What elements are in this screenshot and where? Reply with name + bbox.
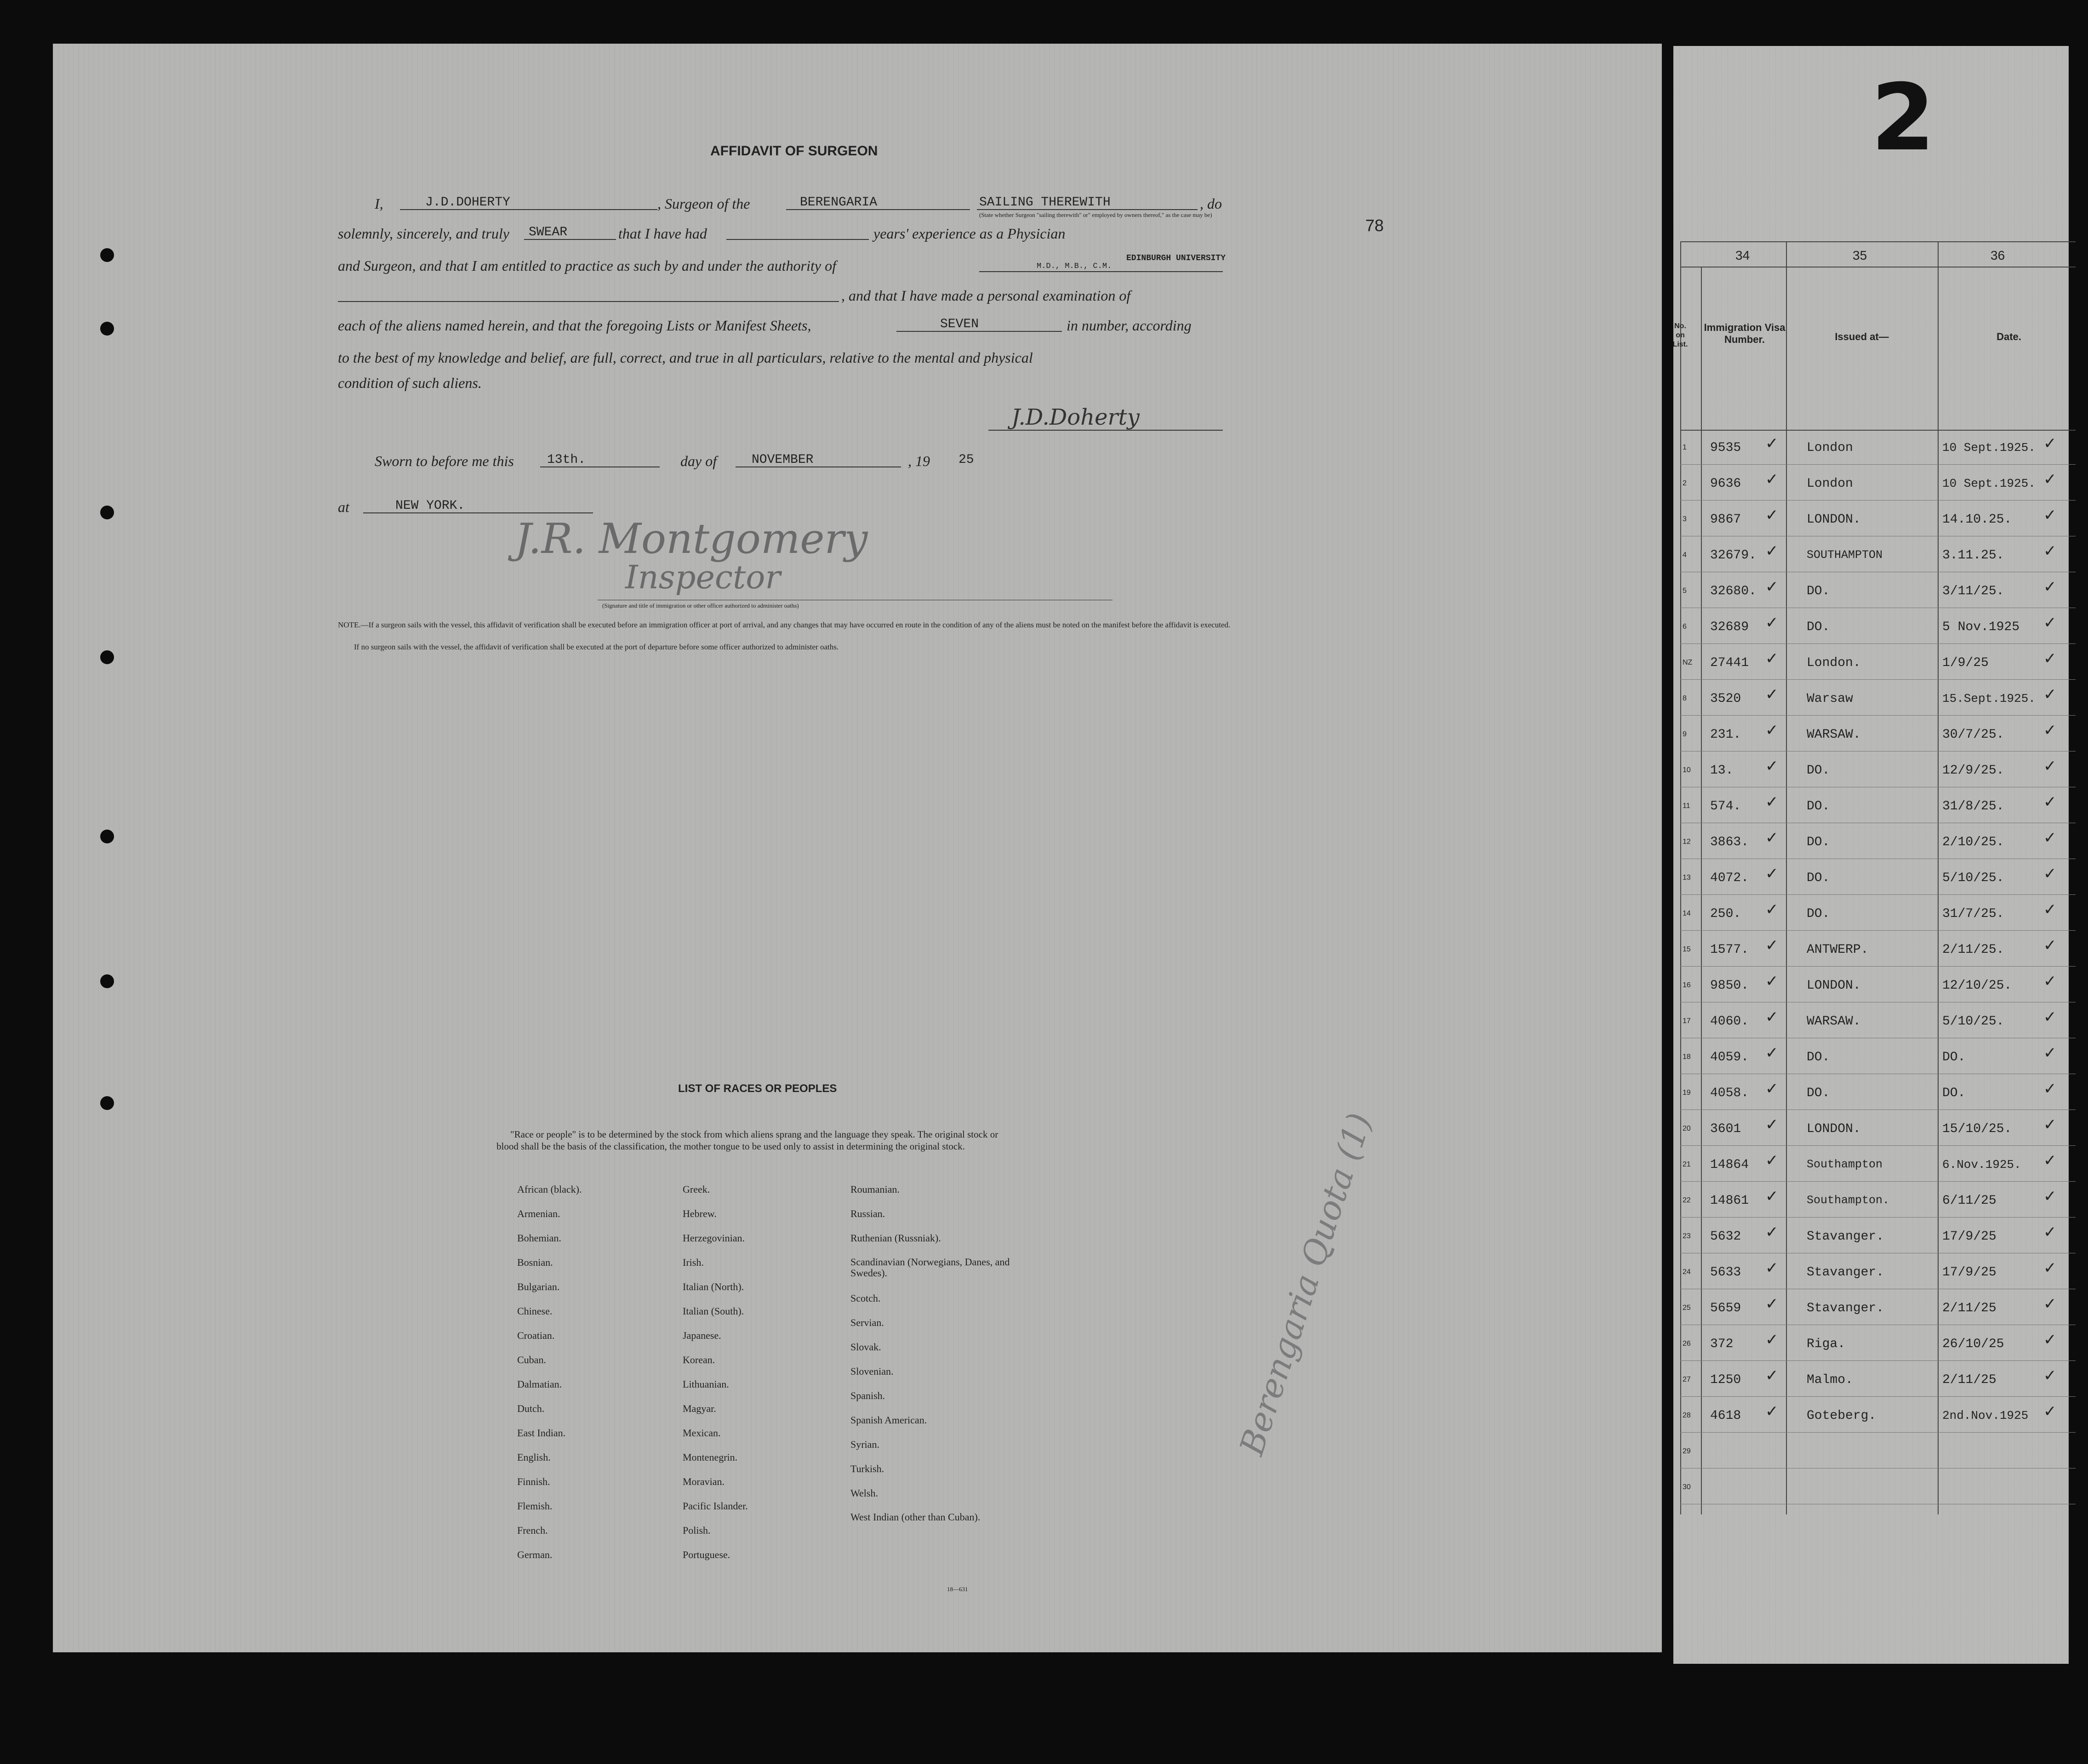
check-mark: ✓	[1765, 972, 1779, 990]
row-number: 19	[1683, 1089, 1691, 1097]
check-mark: ✓	[2043, 900, 2057, 919]
race-entry: Mexican.	[683, 1427, 721, 1439]
issued-at-cell: Riga.	[1807, 1337, 1846, 1351]
check-mark: ✓	[2043, 721, 2057, 740]
table-row-rule	[1680, 715, 2076, 716]
issued-at-cell: SOUTHAMPTON	[1807, 548, 1883, 562]
affidavit-title: AFFIDAVIT OF SURGEON	[710, 143, 878, 159]
affidavit-text: , and that I have made a personal examination of	[841, 287, 1131, 304]
row-number: 20	[1683, 1125, 1691, 1132]
check-mark: ✓	[2043, 1331, 2057, 1349]
date-cell: 31/7/25.	[1942, 907, 2004, 921]
date-cell: 31/8/25.	[1942, 799, 2004, 814]
check-mark: ✓	[2043, 1151, 2057, 1170]
race-entry: German.	[517, 1549, 553, 1560]
visa-number-cell: 5632	[1710, 1229, 1741, 1244]
university: EDINBURGH UNIVERSITY	[1126, 254, 1226, 263]
date-cell: 17/9/25	[1942, 1229, 1997, 1244]
check-mark: ✓	[2043, 1115, 2057, 1134]
issued-at-cell: DO.	[1807, 871, 1830, 885]
table-row-rule	[1680, 1396, 2076, 1397]
table-row-rule	[1680, 679, 2076, 680]
date-cell: DO.	[1942, 1086, 1966, 1100]
header-date: Date.	[1997, 331, 2021, 342]
visa-number-cell: 27441	[1710, 656, 1749, 670]
visa-number-cell: 250.	[1710, 907, 1741, 921]
race-entry: African (black).	[517, 1184, 582, 1195]
race-entry: Irish.	[683, 1257, 704, 1268]
date-cell: 5/10/25.	[1942, 1014, 2004, 1029]
issued-at-cell: DO.	[1807, 620, 1830, 634]
issued-at-cell: LONDON.	[1807, 979, 1861, 993]
date-cell: 3/11/25.	[1942, 584, 2004, 598]
header-no-on-list: No. on List.	[1672, 322, 1688, 348]
check-mark: ✓	[2043, 434, 2057, 453]
row-number: 29	[1683, 1447, 1691, 1455]
visa-number-cell: 5633	[1710, 1265, 1741, 1280]
note-surgeon: NOTE.—If a surgeon sails with the vessel, this affidavit of verification shall be executed before an immigration officer at port of arrival, and any changes that may have occurred en route in the condition of any of the aliens must be noted on the manifest before the affidavit is executed.	[338, 620, 1231, 629]
issued-at-cell: Malmo.	[1807, 1373, 1853, 1387]
check-mark: ✓	[1765, 721, 1779, 740]
race-entry: Pacific Islander.	[683, 1500, 748, 1512]
affidavit-text: , Surgeon of the	[657, 195, 750, 212]
affidavit-text: solemnly, sincerely, and truly	[338, 225, 509, 242]
check-mark: ✓	[2043, 542, 2057, 560]
date-cell: 2/10/25.	[1942, 835, 2004, 849]
issued-at-cell: LONDON.	[1807, 1122, 1861, 1136]
check-mark: ✓	[1765, 829, 1779, 847]
check-mark: ✓	[1765, 578, 1779, 596]
table-row-rule	[1680, 1432, 2076, 1433]
date-cell: 12/10/25.	[1942, 979, 2012, 993]
date-cell: 26/10/25	[1942, 1337, 2004, 1351]
binder-hole	[100, 322, 114, 336]
row-number: 6	[1683, 623, 1687, 631]
row-number: 24	[1683, 1268, 1691, 1276]
pencil-note: Berengaria Quota (1)	[1232, 1108, 1379, 1460]
issued-at-cell: LONDON.	[1807, 512, 1861, 527]
date-cell: 12/9/25.	[1942, 763, 2004, 778]
visa-number-cell: 32680.	[1710, 584, 1757, 598]
table-row-rule	[1680, 894, 2076, 895]
table-row-rule	[1680, 464, 2076, 465]
check-mark: ✓	[2043, 1080, 2057, 1098]
visa-number-cell: 574.	[1710, 799, 1741, 814]
check-mark: ✓	[2043, 972, 2057, 990]
row-number: 30	[1683, 1483, 1691, 1491]
race-entry: Turkish.	[850, 1463, 884, 1474]
row-number: 5	[1683, 587, 1687, 595]
race-entry: Russian.	[850, 1208, 885, 1219]
table-row-rule	[1680, 643, 2076, 644]
race-entry: West Indian (other than Cuban).	[850, 1511, 981, 1523]
visa-number-cell: 14864	[1710, 1158, 1749, 1172]
check-mark: ✓	[1765, 1044, 1779, 1062]
visa-number-cell: 3520	[1710, 692, 1741, 706]
issued-at-cell: Stavanger.	[1807, 1301, 1884, 1315]
race-entry: Bosnian.	[517, 1257, 553, 1268]
check-mark: ✓	[1765, 1331, 1779, 1349]
oath-type: SWEAR	[529, 225, 568, 239]
race-entry: Portuguese.	[683, 1549, 730, 1560]
race-entry: Ruthenian (Russniak).	[850, 1232, 941, 1244]
issued-at-cell: Warsaw	[1807, 692, 1853, 706]
date-cell: 6/11/25	[1942, 1194, 1997, 1208]
sailing-status: SAILING THEREWITH	[979, 195, 1111, 210]
date-cell: 10 Sept.1925.	[1942, 441, 2036, 455]
race-entry: Finnish.	[517, 1476, 550, 1487]
row-number: 21	[1683, 1161, 1691, 1168]
check-mark: ✓	[1765, 614, 1779, 632]
row-number: 27	[1683, 1376, 1691, 1383]
check-mark: ✓	[1765, 1115, 1779, 1134]
check-mark: ✓	[1765, 434, 1779, 453]
sworn-month: NOVEMBER	[752, 453, 814, 467]
race-entry: Greek.	[683, 1184, 710, 1195]
visa-number-cell: 9867	[1710, 512, 1741, 527]
race-entry: Scandinavian (Norwegians, Danes, and Swedes).	[850, 1256, 1010, 1279]
race-entry: Italian (South).	[683, 1305, 744, 1317]
visa-number-cell: 5659	[1710, 1301, 1741, 1315]
race-entry: Italian (North).	[683, 1281, 744, 1292]
check-mark: ✓	[1765, 506, 1779, 524]
race-entry: French.	[517, 1525, 548, 1536]
date-cell: 5/10/25.	[1942, 871, 2004, 885]
race-entry: Bohemian.	[517, 1232, 561, 1244]
race-entry: Bulgarian.	[517, 1281, 560, 1292]
affidavit-text: and Surgeon, and that I am entitled to practice as such by and under the authority of	[338, 257, 836, 274]
issued-at-cell: DO.	[1807, 584, 1830, 598]
check-mark: ✓	[1765, 865, 1779, 883]
races-title: LIST OF RACES OR PEOPLES	[678, 1082, 837, 1095]
affidavit-text: , 19	[908, 453, 930, 469]
check-mark: ✓	[1765, 1402, 1779, 1421]
col-number-35: 35	[1853, 248, 1867, 262]
binder-hole	[100, 1096, 114, 1110]
race-entry: Montenegrin.	[683, 1451, 738, 1463]
table-row-rule	[1680, 1181, 2076, 1182]
page-number: 2	[1871, 64, 1935, 171]
date-cell: 2/11/25.	[1942, 943, 2004, 957]
check-mark: ✓	[2043, 1187, 2057, 1206]
check-mark: ✓	[1765, 1151, 1779, 1170]
table-row-rule	[1680, 1217, 2076, 1218]
issued-at-cell: London	[1807, 441, 1853, 455]
check-mark: ✓	[2043, 1402, 2057, 1421]
row-number: 28	[1683, 1411, 1691, 1419]
sailing-note: (State whether Surgeon "sailing therewith" or" employed by owners thereof," as the case may be)	[979, 211, 1212, 218]
officer-signature: J.R. Montgomery	[515, 515, 868, 563]
race-entry: Herzegovinian.	[683, 1232, 745, 1244]
check-mark: ✓	[1765, 1080, 1779, 1098]
check-mark: ✓	[2043, 1044, 2057, 1062]
check-mark: ✓	[2043, 506, 2057, 524]
table-row-rule	[1680, 1360, 2076, 1361]
issued-at-cell: London.	[1807, 656, 1861, 670]
race-entry: Flemish.	[517, 1500, 553, 1512]
date-cell: 1/9/25	[1942, 656, 1989, 670]
binder-hole	[100, 974, 114, 988]
race-entry: Polish.	[683, 1525, 711, 1536]
row-number: 2	[1683, 479, 1687, 487]
visa-number-cell: 9636	[1710, 477, 1741, 491]
row-number: 3	[1683, 515, 1687, 523]
race-entry: Welsh.	[850, 1487, 878, 1499]
row-number: 23	[1683, 1232, 1691, 1240]
row-number: 17	[1683, 1017, 1691, 1025]
race-entry: East Indian.	[517, 1427, 566, 1439]
affidavit-text: years' experience as a Physician	[873, 225, 1066, 242]
check-mark: ✓	[2043, 685, 2057, 704]
issued-at-cell: DO.	[1807, 1086, 1830, 1100]
affidavit-text: day of	[680, 453, 717, 469]
sworn-day: 13th.	[547, 453, 586, 467]
date-cell: 6.Nov.1925.	[1942, 1158, 2021, 1172]
check-mark: ✓	[1765, 793, 1779, 811]
binder-hole	[100, 506, 114, 519]
check-mark: ✓	[1765, 1008, 1779, 1026]
race-entry: Slovak.	[850, 1341, 881, 1353]
affidavit-text: I,	[375, 195, 383, 212]
date-cell: DO.	[1942, 1050, 1966, 1064]
check-mark: ✓	[1765, 757, 1779, 775]
table-row-rule	[1680, 500, 2076, 501]
check-mark: ✓	[1765, 1366, 1779, 1385]
note-no-surgeon: If no surgeon sails with the vessel, the affidavit of verification shall be executed at the port of departure before some officer authorized to administer oaths.	[354, 643, 839, 651]
check-mark: ✓	[1765, 1223, 1779, 1241]
row-number: 13	[1683, 874, 1691, 882]
check-mark: ✓	[1765, 1187, 1779, 1206]
date-cell: 2/11/25	[1942, 1373, 1997, 1387]
binder-hole	[100, 248, 114, 262]
check-mark: ✓	[2043, 936, 2057, 955]
check-mark: ✓	[2043, 578, 2057, 596]
issued-at-cell: DO.	[1807, 799, 1830, 814]
check-mark: ✓	[2043, 793, 2057, 811]
visa-number-cell: 4060.	[1710, 1014, 1749, 1029]
issued-at-cell: WARSAW.	[1807, 728, 1861, 742]
visa-number-cell: 9535	[1710, 441, 1741, 455]
row-number: 16	[1683, 981, 1691, 989]
check-mark: ✓	[2043, 470, 2057, 489]
race-entry: Croatian.	[517, 1330, 555, 1341]
race-entry: Roumanian.	[850, 1184, 900, 1195]
race-entry: Spanish.	[850, 1390, 885, 1401]
check-mark: ✓	[2043, 1295, 2057, 1313]
issued-at-cell: Stavanger.	[1807, 1229, 1884, 1244]
race-entry: Syrian.	[850, 1439, 879, 1450]
check-mark: ✓	[2043, 1223, 2057, 1241]
issued-at-cell: WARSAW.	[1807, 1014, 1861, 1029]
issued-at-cell: DO.	[1807, 835, 1830, 849]
race-entry: Dalmatian.	[517, 1378, 562, 1390]
affidavit-text: condition of such aliens.	[338, 375, 482, 391]
race-entry: Japanese.	[683, 1330, 721, 1341]
issued-at-cell: Southampton.	[1807, 1194, 1890, 1207]
header-visa-number: Immigration Visa Number.	[1704, 322, 1786, 345]
vessel-name: BERENGARIA	[800, 195, 878, 210]
affidavit-text: in number, according	[1067, 317, 1192, 334]
race-entry: Servian.	[850, 1317, 884, 1328]
visa-number-cell: 4059.	[1710, 1050, 1749, 1064]
visa-number-cell: 3601	[1710, 1122, 1741, 1136]
visa-number-cell: 1577.	[1710, 943, 1749, 957]
row-number: 15	[1683, 945, 1691, 953]
check-mark: ✓	[2043, 865, 2057, 883]
visa-number-cell: 4072.	[1710, 871, 1749, 885]
visa-number-cell: 14861	[1710, 1194, 1749, 1208]
race-entry: Armenian.	[517, 1208, 560, 1219]
row-number: 18	[1683, 1053, 1691, 1061]
issued-at-cell: DO.	[1807, 907, 1830, 921]
row-number: 14	[1683, 910, 1691, 917]
form-code: 18—631	[947, 1586, 968, 1593]
affidavit-text: to the best of my knowledge and belief, are full, correct, and true in all particulars, relative to the mental and physical	[338, 349, 1033, 366]
race-entry: Korean.	[683, 1354, 715, 1366]
col-number-34: 34	[1735, 248, 1750, 262]
visa-number-cell: 1250	[1710, 1373, 1741, 1387]
race-entry: Chinese.	[517, 1305, 553, 1317]
race-entry: Lithuanian.	[683, 1378, 729, 1390]
date-cell: 2nd.Nov.1925	[1942, 1409, 2029, 1423]
check-mark: ✓	[2043, 757, 2057, 775]
officer-title: Inspector	[625, 558, 781, 596]
race-entry: Dutch.	[517, 1403, 545, 1414]
row-number: 26	[1683, 1340, 1691, 1348]
check-mark: ✓	[2043, 1366, 2057, 1385]
visa-number-cell: 4618	[1710, 1409, 1741, 1423]
affidavit-text: Sworn to before me this	[375, 453, 514, 469]
visa-number-cell: 9850.	[1710, 979, 1749, 993]
row-number: 8	[1683, 694, 1687, 702]
affidavit-text: at	[338, 499, 349, 515]
binder-hole	[100, 650, 114, 664]
row-number: 22	[1683, 1196, 1691, 1204]
check-mark: ✓	[2043, 1008, 2057, 1026]
date-cell: 14.10.25.	[1942, 512, 2012, 527]
row-number: 9	[1683, 730, 1687, 738]
race-entry: English.	[517, 1451, 551, 1463]
issued-at-cell: ANTWERP.	[1807, 943, 1869, 957]
surgeon-signature: J.D.Doherty	[1011, 404, 1140, 430]
visa-number-cell: 32679.	[1710, 548, 1757, 563]
races-intro: "Race or people" is to be determined by the stock from which aliens sprang and the language they speak. The original stock or blood shall be the basis of the classification, the mother tongue to be used only to assist in determining the original stock.	[496, 1129, 998, 1152]
binder-hole	[100, 830, 114, 843]
table-row-rule	[1680, 1145, 2076, 1146]
sworn-year: 25	[958, 453, 974, 467]
race-entry: Hebrew.	[683, 1208, 717, 1219]
race-entry: Scotch.	[850, 1292, 881, 1304]
check-mark: ✓	[2043, 1259, 2057, 1277]
row-number: 11	[1683, 802, 1690, 810]
row-number: 10	[1683, 766, 1691, 774]
sheet-count: SEVEN	[940, 317, 979, 331]
issued-at-cell: DO.	[1807, 1050, 1830, 1064]
row-number: NZ	[1683, 659, 1693, 666]
check-mark: ✓	[1765, 542, 1779, 560]
date-cell: 15/10/25.	[1942, 1122, 2012, 1136]
visa-number-cell: 231.	[1710, 728, 1741, 742]
check-mark: ✓	[1765, 470, 1779, 489]
check-mark: ✓	[2043, 829, 2057, 847]
affidavit-text: that I have had	[618, 225, 707, 242]
form-number: 78	[1365, 216, 1384, 235]
date-cell: 15.Sept.1925.	[1942, 692, 2036, 706]
issued-at-cell: Southampton	[1807, 1158, 1883, 1171]
date-cell: 3.11.25.	[1942, 548, 2004, 563]
check-mark: ✓	[1765, 900, 1779, 919]
race-entry: Spanish American.	[850, 1414, 927, 1426]
affidavit-page	[53, 44, 1662, 1652]
issued-at-cell: Stavanger.	[1807, 1265, 1884, 1280]
issued-at-cell: Goteberg.	[1807, 1409, 1877, 1423]
table-row-rule	[1680, 966, 2076, 967]
check-mark: ✓	[1765, 649, 1779, 668]
row-number: 12	[1683, 838, 1691, 846]
race-entry: Slovenian.	[850, 1366, 894, 1377]
date-cell: 2/11/25	[1942, 1301, 1997, 1315]
race-entry: Magyar.	[683, 1403, 716, 1414]
col-number-36: 36	[1991, 248, 2005, 262]
visa-number-cell: 13.	[1710, 763, 1734, 778]
check-mark: ✓	[2043, 649, 2057, 668]
officer-caption: (Signature and title of immigration or other officer authorized to administer oaths)	[602, 602, 799, 609]
race-entry: Moravian.	[683, 1476, 725, 1487]
visa-number-cell: 372	[1710, 1337, 1734, 1351]
date-cell: 5 Nov.1925	[1942, 620, 2020, 634]
row-number: 25	[1683, 1304, 1691, 1312]
check-mark: ✓	[2043, 614, 2057, 632]
medical-degrees: M.D., M.B., C.M.	[1037, 262, 1112, 271]
affidavit-text: , do	[1200, 195, 1222, 212]
date-cell: 30/7/25.	[1942, 728, 2004, 742]
date-cell: 10 Sept.1925.	[1942, 477, 2036, 490]
surgeon-name: J.D.DOHERTY	[425, 195, 510, 210]
date-cell: 17/9/25	[1942, 1265, 1997, 1280]
check-mark: ✓	[1765, 936, 1779, 955]
affidavit-text: each of the aliens named herein, and that the foregoing Lists or Manifest Sheets,	[338, 317, 811, 334]
table-row-rule	[1680, 930, 2076, 931]
row-number: 1	[1683, 444, 1687, 451]
header-issued-at: Issued at—	[1835, 331, 1889, 342]
issued-at-cell: DO.	[1807, 763, 1830, 778]
sworn-place: NEW YORK.	[395, 499, 465, 513]
visa-number-cell: 3863.	[1710, 835, 1749, 849]
race-entry: Cuban.	[517, 1354, 546, 1366]
issued-at-cell: London	[1807, 477, 1853, 491]
visa-number-cell: 4058.	[1710, 1086, 1749, 1100]
check-mark: ✓	[1765, 1295, 1779, 1313]
visa-number-cell: 32689	[1710, 620, 1749, 634]
check-mark: ✓	[1765, 1259, 1779, 1277]
row-number: 4	[1683, 551, 1687, 559]
check-mark: ✓	[1765, 685, 1779, 704]
